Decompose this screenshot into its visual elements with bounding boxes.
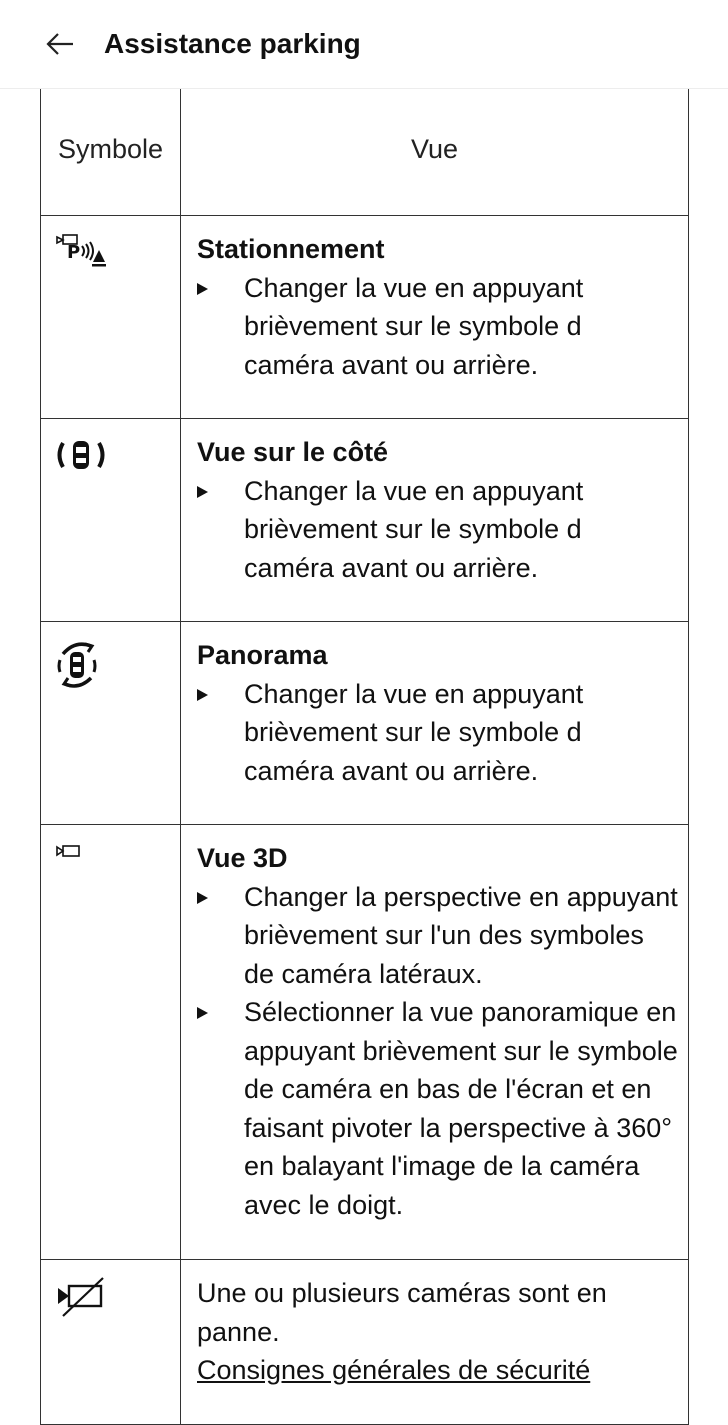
bullet-item: Sélectionner la vue panoramique en appuyant brièvement sur le symbole de caméra en bas de l'écran et en faisant pivoter la perspective à 360° en balayant l'image de la caméra avec le doigt. — [197, 993, 678, 1224]
camera-off-icon[interactable] — [55, 1276, 107, 1320]
view-title: Vue sur le côté — [197, 437, 389, 467]
camera-view-table — [40, 30, 688, 1425]
table-row — [41, 622, 689, 825]
panorama-icon[interactable] — [55, 638, 107, 690]
view-title: Stationnement — [197, 234, 385, 264]
parking-camera-icon[interactable] — [55, 232, 107, 276]
arrow-left-icon — [45, 32, 75, 56]
status-text: Une ou plusieurs caméras sont en panne. — [197, 1278, 607, 1347]
table-row — [41, 216, 689, 419]
table-row — [41, 825, 689, 1260]
side-view-icon[interactable] — [55, 435, 107, 479]
safety-link[interactable]: Consignes générales de sécurité — [197, 1355, 591, 1385]
svg-text:P: P — [67, 242, 81, 263]
column-header-view: Vue — [181, 31, 689, 216]
table-row — [41, 419, 689, 622]
bullet-item: Changer la vue en appuyant brièvement sur le symbole d caméra avant ou arrière. — [197, 472, 678, 588]
bullet-item: Changer la vue en appuyant brièvement sur le symbole d caméra avant ou arrière. — [197, 675, 678, 791]
bullet-item: Changer la vue en appuyant brièvement sur le symbole d caméra avant ou arrière. — [197, 269, 678, 385]
page-title: Assistance parking — [104, 28, 361, 59]
back-button[interactable] — [30, 14, 90, 74]
camera-3d-icon[interactable] — [55, 841, 85, 861]
table-row — [41, 1260, 689, 1425]
app-header — [0, 0, 728, 89]
view-title: Vue 3D — [197, 843, 288, 873]
bullet-item: Changer la perspective en appuyant brièvement sur l'un des symboles de caméra latéraux. — [197, 878, 678, 994]
view-title: Panorama — [197, 640, 328, 670]
column-header-symbol: Symbole — [41, 31, 181, 216]
